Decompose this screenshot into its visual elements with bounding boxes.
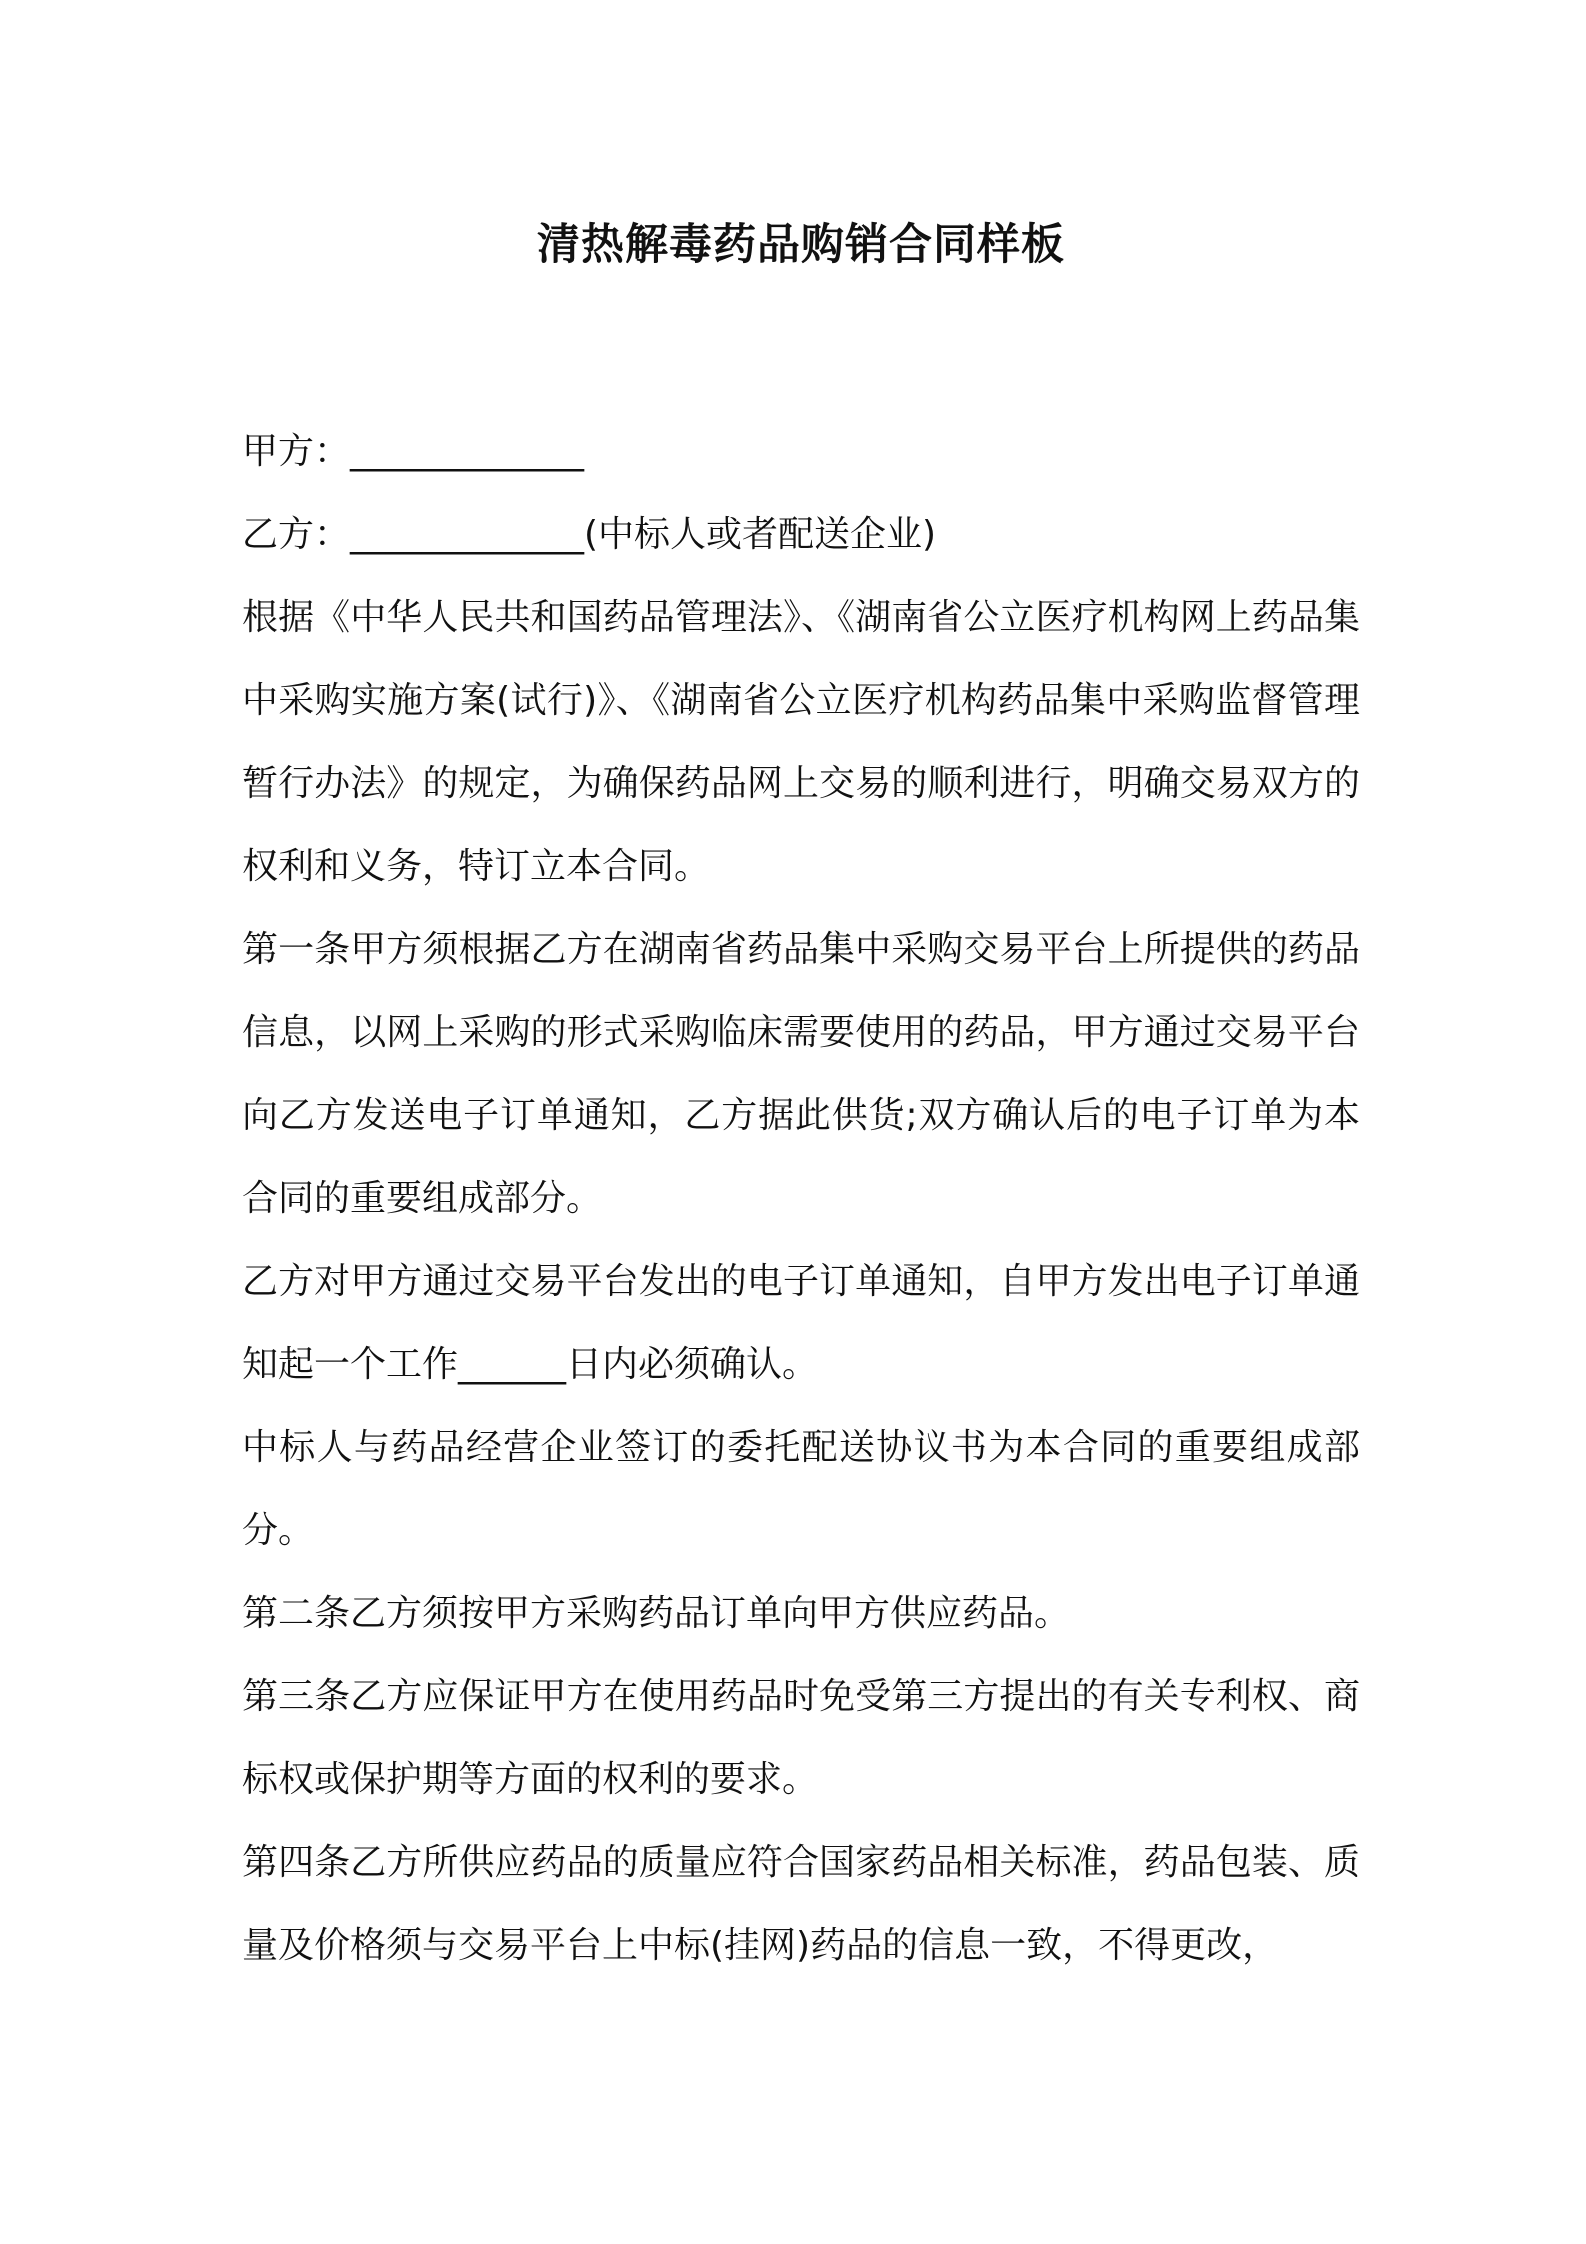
order-confirmation-paragraph: 乙方对甲方通过交易平台发出的电子订单通知，自甲方发出电子订单通知起一个工作______日内必须确认。 xyxy=(242,1261,1360,1385)
article-3-paragraph: 第三条乙方应保证甲方在使用药品时免受第三方提出的有关专利权、商标权或保护期等方面的权利的要求。 xyxy=(242,1676,1360,1800)
article-1-paragraph: 第一条甲方须根据乙方在湖南省药品集中采购交易平台上所提供的药品信息，以网上采购的形式采购临床需要使用的药品，甲方通过交易平台向乙方发送电子订单通知，乙方据此供货;双方确认后的电子订单为本合同的重要组成部分。 xyxy=(242,929,1360,1219)
article-2-paragraph: 第二条乙方须按甲方采购药品订单向甲方供应药品。 xyxy=(242,1593,1071,1634)
party-b-line: 乙方：_____________(中标人或者配送企业) xyxy=(242,514,937,555)
delivery-agreement-paragraph: 中标人与药品经营企业签订的委托配送协议书为本合同的重要组成部分。 xyxy=(242,1427,1360,1551)
preamble-paragraph: 根据《中华人民共和国药品管理法》、《湖南省公立医疗机构网上药品集中采购实施方案(试行)》、《湖南省公立医疗机构药品集中采购监督管理暂行办法》的规定，为确保药品网上交易的顺利进行，明确交易双方的权利和义务，特订立本合同。 xyxy=(242,597,1360,887)
party-a-line: 甲方：_____________ xyxy=(242,431,585,472)
document-title: 清热解毒药品购销合同样板 xyxy=(537,220,1065,270)
document-body xyxy=(242,410,1360,1987)
article-4-paragraph: 第四条乙方所供应药品的质量应符合国家药品相关标准，药品包装、质量及价格须与交易平台上中标(挂网)药品的信息一致，不得更改， xyxy=(242,1842,1360,1966)
